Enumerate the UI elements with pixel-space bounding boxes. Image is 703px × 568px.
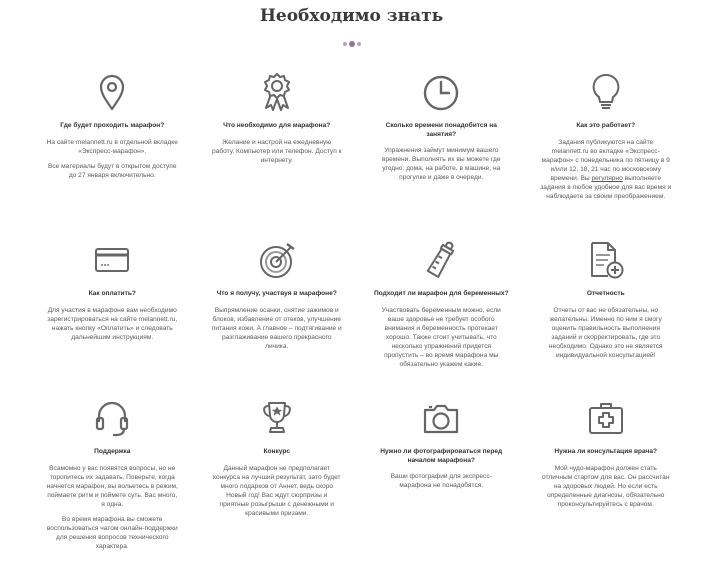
faq-item [359,388,524,568]
carousel-dots [0,40,703,48]
faq-item [30,62,195,230]
faq-text: Данный марафон не предполагает конкурса на лучший результат, зато будет много подарков от Аннет, ведь скоро Новый год! Вас ждут сюрпризы и приятные розыгрыши с денежными и красивыми призами. [212,464,341,517]
baby-bottle-icon [359,230,524,280]
faq-heading: Где будет проходить марафон? [60,122,165,129]
faq-text: Мой чудо-марафон должен стать отличным стартом для вас. Он рассчитан на здоровых людей. Но если есть определенные диагнозы, обязательно проконсультируйтесь с врачом. [541,464,670,508]
faq-item [524,388,689,568]
faq-text: Всамомно у вас появятся вопросы, но не торопитесь их задавать. Поверьте, когда начнется марафон, вы вольетесь в режим, поймаете ритм и поймете суть. Вас много, я одна. [46,464,178,508]
faq-text: Отчеты от вас не обязательны, но желательны. Именно по ним я смогу оценить правильность выполнения заданий и скорректировать, где это необходимо. Однако это не является индивидуальной консультацией! [548,306,663,359]
lightbulb-icon [524,62,689,112]
trophy-cup-icon [195,388,360,438]
faq-text: На сайте melannett.ru в отдельной вкладке «Экспресс-марафон». [46,138,178,155]
faq-heading: Сколько времени понадобится на занятия? [385,122,497,138]
faq-text: Для участия в марафоне вам необходимо зарегистрироваться на сайте melannett.ru, нажать кнопку «Оплатить» и следовать дальнейшим инструкциям. [47,306,178,341]
faq-text: Во время марафона вы сможете воспользоваться чатом онлайн-поддержки для решения вопросов технического характера. [46,515,178,551]
faq-text: Задания публикуются на сайте melannett.ru во вкладке «Экспресс-марафон» с понедельника по пятницу в 9 и/или 12, 18, 21 час по московскому времени. Вы регулярно выполняете задания в любое удобное для вас время и наблюдаете за своим преображением. [540,138,672,201]
faq-item [195,62,360,230]
dot-indicator [343,42,347,46]
faq-heading: Как это работает? [576,122,636,129]
headset-icon [30,388,195,438]
faq-text: Выпрямление осанки, снятие зажимов и блоков, избавление от отеков, улучшение питания кожи. А главное – подтягивание и разглаживание вашего прекрасного личика. [211,306,342,350]
faq-heading: Нужна ли консультация врача? [554,448,658,455]
faq-grid [30,62,688,568]
faq-text: Ваши фотографии для экспресс-марафона не понадобятся. [390,473,492,490]
faq-text: Участвовать беременным можно, если ваше здоровье не требует особого внимания и беременность протекает хорошо. Также стоит учитывать, что несколько упражнений придется пропустить – во время марафона мы обязательно укажем какие. [381,306,501,369]
faq-item [524,62,689,230]
faq-text: Упражнения займут минимум вашего времени. Выполнять их вы можете где угодно: дома, на работе, в машине, на прогулке и даже в очереди. [381,147,501,182]
faq-heading: Поддержка [94,448,131,455]
award-ribbon-icon [195,62,360,112]
location-pin-icon [30,62,195,112]
faq-heading: Нужно ли фотографироваться перед началом марафона? [380,448,503,464]
faq-item [359,230,524,388]
faq-text: Все материалы будут в открытом доступе до 27 января включительно. [47,162,177,179]
target-icon [195,230,360,280]
clock-icon [359,62,524,112]
dot-indicator [357,42,361,46]
faq-item [195,388,360,568]
faq-heading: Что я получу, участвуя в марафоне? [216,290,337,297]
faq-item [30,230,195,388]
faq-heading: Конкурс [263,448,291,455]
faq-heading: Отчетность [586,290,625,297]
dot-indicator-active [349,41,355,47]
camera-icon [359,388,524,438]
faq-item [195,230,360,388]
credit-card-icon [30,230,195,280]
add-document-icon [524,230,689,280]
faq-heading: Подходит ли марафон для беременных? [373,290,509,297]
faq-heading: Как оплатить? [88,290,136,297]
first-aid-kit-icon [524,388,689,438]
section-title: Необходимо знать [259,6,444,26]
faq-item [30,388,195,568]
faq-item [524,230,689,388]
faq-heading: Что необходимо для марафона? [223,122,331,129]
faq-item [359,62,524,230]
faq-text: Желание и настрой на ежедневную работу. Компьютер или телефон. Доступ к интернету. [211,138,342,164]
